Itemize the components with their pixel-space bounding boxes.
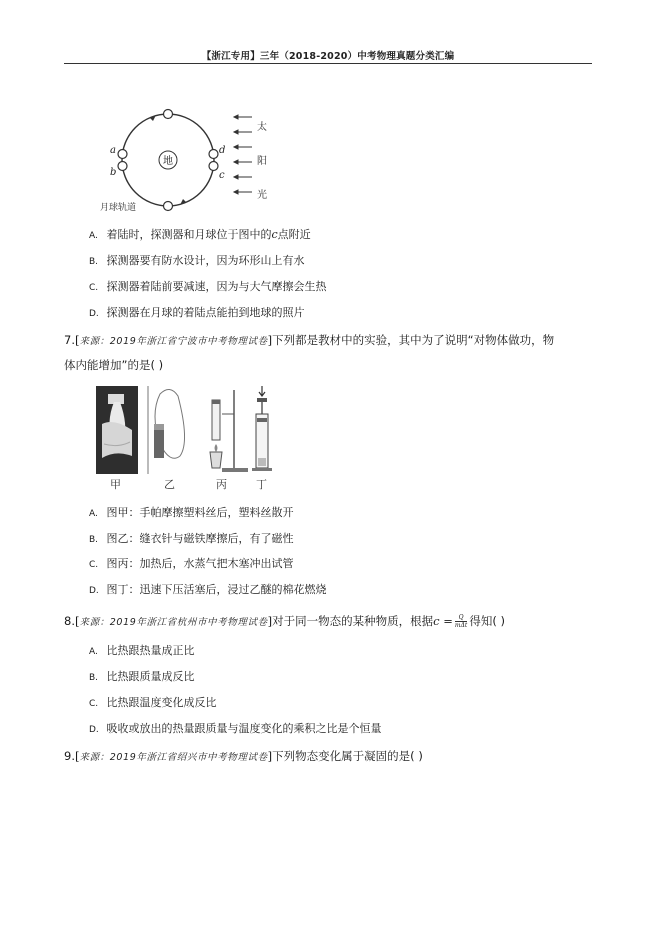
- bracket: ]: [267, 614, 273, 628]
- option-text: 图丙：加热后，水蒸气把木塞冲出试管: [106, 557, 294, 570]
- option-letter: B.: [89, 535, 99, 545]
- question-text: 对于同一物态的某种物质，根据: [272, 614, 434, 628]
- option-letter: B.: [89, 257, 99, 267]
- formula-numerator: Q: [455, 614, 467, 622]
- option-variable: c: [271, 228, 278, 241]
- q7-option-a: [89, 506, 294, 521]
- bracket: ]: [267, 749, 273, 763]
- bracket: [: [74, 333, 80, 347]
- experiment-label-ding: 丁: [256, 478, 267, 490]
- q6-option-a: [89, 228, 311, 243]
- option-text: 比热跟热量成正比: [106, 644, 195, 657]
- option-text: 吸收或放出的热量跟质量与温度变化的乘积之比是个恒量: [106, 722, 382, 735]
- moon-position-bottom: [164, 202, 173, 211]
- option-text: 探测器在月球的着陆点能拍到地球的照片: [106, 306, 305, 319]
- option-text: 探测器着陆前要减速，因为与大气摩擦会生热: [106, 280, 327, 293]
- q6-option-b: [89, 254, 305, 269]
- question-8: [64, 614, 505, 630]
- experiment-label-yi: 乙: [164, 478, 175, 490]
- formula-fraction: [455, 614, 467, 629]
- q8-option-c: [89, 696, 217, 711]
- option-letter: C.: [89, 283, 99, 293]
- option-letter: A.: [89, 231, 98, 241]
- question-text: 下列物态变化属于凝固的是( ): [272, 749, 423, 763]
- option-letter: A.: [89, 509, 98, 519]
- question-7: [64, 333, 554, 349]
- question-source: 来源：2019年浙江省杭州市中考物理试卷: [79, 617, 268, 628]
- page-header: 【浙江专用】三年（2018-2020）中考物理真题分类汇编: [201, 51, 455, 62]
- question-number: 8.: [64, 614, 75, 628]
- moon-position-c: [209, 162, 218, 171]
- sun-char-1: 太: [257, 122, 267, 133]
- point-label-b: b: [110, 167, 117, 178]
- question-source: 来源：2019年浙江省绍兴市中考物理试卷: [79, 752, 268, 763]
- orbit-label: 月球轨道: [100, 203, 137, 213]
- formula-denominator: mΔt: [454, 622, 468, 629]
- option-text: 探测器要有防水设计，因为环形山上有水: [106, 254, 305, 267]
- option-letter: B.: [89, 673, 99, 683]
- q7-option-c: [89, 557, 294, 572]
- q6-option-c: [89, 280, 327, 295]
- earth-label: 地: [163, 156, 173, 167]
- point-label-a: a: [110, 145, 116, 156]
- bracket: [: [74, 749, 80, 763]
- q7-option-b: [89, 532, 294, 547]
- option-text: 比热跟温度变化成反比: [106, 696, 217, 709]
- moon-position-top: [164, 110, 173, 119]
- question-text: 下列都是教材中的实验，其中为了说明“对物体做功，物: [272, 333, 555, 347]
- sun-char-2: 阳: [257, 156, 267, 167]
- option-text: 图甲：手帕摩擦塑料丝后，塑料丝散开: [106, 506, 294, 519]
- experiments-figure: [94, 384, 286, 490]
- question-number: 9.: [64, 749, 75, 763]
- option-text: 图丁：迅速下压活塞后，浸过乙醚的棉花燃烧: [106, 583, 327, 596]
- option-letter: D.: [89, 309, 99, 319]
- moon-position-d: [209, 150, 218, 159]
- q8-option-d: [89, 722, 382, 737]
- moon-position-a: [118, 150, 127, 159]
- option-text: 点附近: [277, 228, 311, 241]
- option-letter: D.: [89, 586, 99, 596]
- option-letter: C.: [89, 560, 99, 570]
- sun-char-3: 光: [257, 190, 267, 201]
- question-text: 得知( ): [469, 614, 505, 628]
- moon-orbit-figure: [100, 108, 275, 216]
- question-9: [64, 749, 423, 765]
- option-text: 图乙：缝衣针与磁铁摩擦后，有了磁性: [106, 532, 294, 545]
- option-letter: C.: [89, 699, 99, 709]
- experiment-label-jia: 甲: [110, 478, 121, 490]
- question-7-line-2: 体内能增加”的是( ): [64, 358, 164, 372]
- question-source: 来源：2019年浙江省宁波市中考物理试卷: [79, 336, 268, 347]
- bracket: [: [74, 614, 80, 628]
- experiment-jia-image: [96, 386, 138, 474]
- point-label-c: c: [219, 170, 225, 181]
- bracket: ]: [267, 333, 273, 347]
- option-letter: A.: [89, 647, 98, 657]
- option-text: 比热跟质量成反比: [106, 670, 195, 683]
- q8-option-a: [89, 644, 195, 659]
- option-letter: D.: [89, 725, 99, 735]
- question-number: 7.: [64, 333, 75, 347]
- header-divider: [64, 63, 592, 64]
- formula-lhs: c =: [433, 614, 453, 628]
- option-text: 着陆时，探测器和月球位于图中的: [106, 228, 272, 241]
- point-label-d: d: [219, 145, 226, 156]
- q6-option-d: [89, 306, 305, 321]
- experiment-label-bing: 丙: [216, 478, 227, 490]
- q7-option-d: [89, 583, 327, 598]
- q8-option-b: [89, 670, 195, 685]
- moon-position-b: [118, 162, 127, 171]
